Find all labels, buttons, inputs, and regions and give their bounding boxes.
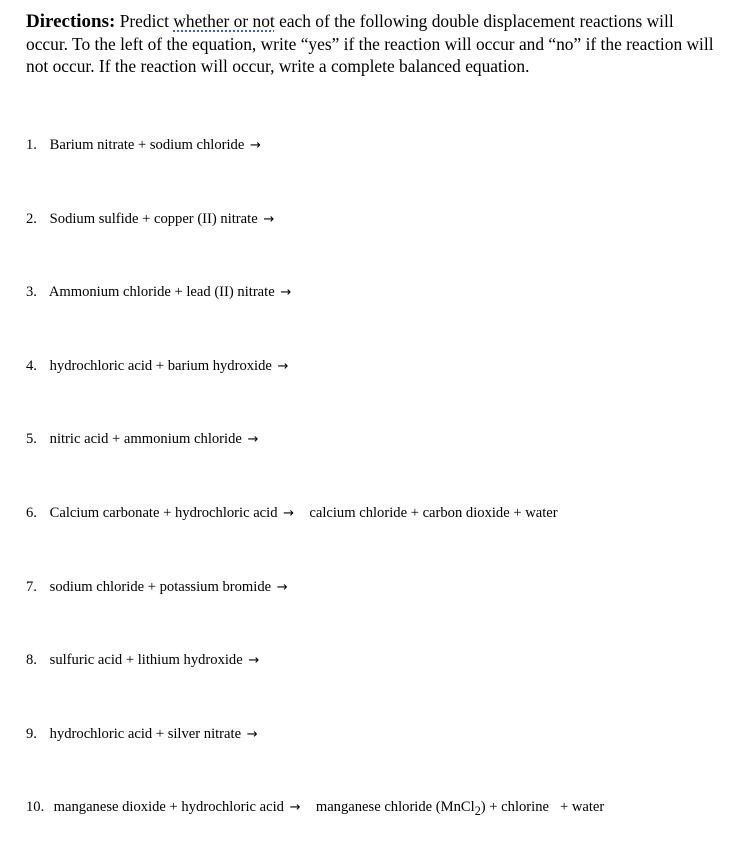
question-number: 3.: [26, 284, 37, 300]
products-part-b: ) + chlorine + water: [480, 799, 605, 815]
question-9: [26, 725, 258, 744]
arrow-icon: →: [247, 432, 259, 447]
question-number: 6.: [26, 505, 37, 521]
question-products: [315, 799, 605, 818]
arrow-icon: →: [289, 800, 301, 815]
question-5: [26, 430, 258, 449]
arrow-icon: →: [277, 359, 289, 374]
question-reactants: nitric acid + ammonium chloride: [49, 431, 242, 447]
question-reactants: sulfuric acid + lithium hydroxide: [49, 652, 243, 668]
directions-label: Directions:: [26, 11, 116, 32]
question-products: calcium chloride + carbon dioxide + water: [309, 505, 558, 521]
question-number: 1.: [26, 137, 37, 153]
question-8: [26, 651, 259, 670]
subscript-number: 2: [474, 803, 481, 818]
question-number: 2.: [26, 211, 37, 227]
question-1: [26, 136, 261, 155]
directions-text-c: each of the following double displacement reactions will occur. To the left of the equation, write “yes” if the reaction will occur and “no” if the reaction will not occur. If the reaction will occur, write a complete balanced equation.: [26, 11, 714, 76]
directions-paragraph: [26, 10, 716, 77]
question-10: [26, 798, 604, 820]
question-reactants: Sodium sulfide + copper (II) nitrate: [49, 211, 258, 227]
question-2: [26, 210, 274, 229]
arrow-icon: →: [283, 506, 295, 521]
question-number: 5.: [26, 431, 37, 447]
question-number: 10.: [26, 799, 45, 815]
question-number: 8.: [26, 652, 37, 668]
question-reactants: hydrochloric acid + silver nitrate: [49, 726, 242, 742]
question-3: [26, 283, 291, 302]
question-number: 7.: [26, 579, 37, 595]
arrow-icon: →: [249, 138, 261, 153]
arrow-icon: →: [280, 285, 292, 300]
question-reactants: sodium chloride + potassium bromide: [49, 579, 272, 595]
question-4: [26, 357, 288, 376]
arrow-icon: →: [246, 727, 258, 742]
question-number: 4.: [26, 358, 37, 374]
question-reactants: manganese dioxide + hydrochloric acid: [53, 799, 284, 815]
directions-text-flagged: whether or not: [173, 11, 275, 31]
question-7: [26, 578, 288, 597]
directions-text-a: Predict: [119, 11, 174, 31]
question-reactants: Calcium carbonate + hydrochloric acid: [49, 505, 278, 521]
question-reactants: Barium nitrate + sodium chloride: [49, 137, 245, 153]
arrow-icon: →: [263, 212, 275, 227]
question-number: 9.: [26, 726, 37, 742]
products-part-a: manganese chloride (MnCl: [315, 799, 475, 815]
arrow-icon: →: [276, 580, 288, 595]
question-reactants: hydrochloric acid + barium hydroxide: [49, 358, 272, 374]
arrow-icon: →: [248, 653, 260, 668]
question-reactants: Ammonium chloride + lead (II) nitrate: [48, 284, 275, 300]
question-6: [26, 504, 558, 523]
